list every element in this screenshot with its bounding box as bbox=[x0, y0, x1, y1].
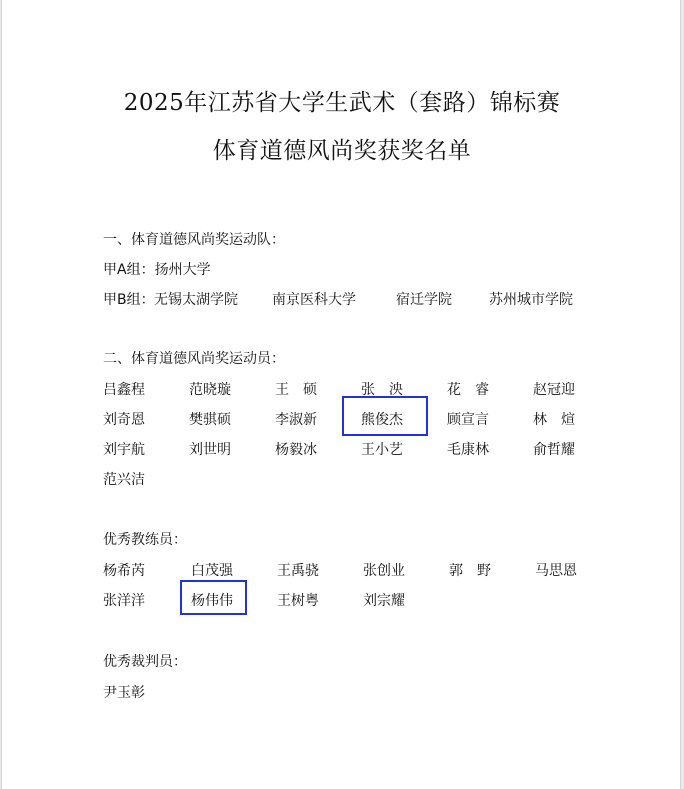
section-teams-heading: 一、体育道德风尚奖运动队： bbox=[103, 232, 285, 248]
coach-name: 刘宗耀 bbox=[363, 593, 405, 609]
group-b-team: 苏州城市学院 bbox=[489, 292, 573, 308]
athlete-name: 顾宣言 bbox=[447, 412, 489, 428]
athlete-name: 李淑新 bbox=[275, 412, 317, 428]
athlete-name: 王 硕 bbox=[275, 382, 317, 398]
document-page bbox=[1, 0, 681, 789]
coach-name-highlighted: 杨伟伟 bbox=[191, 593, 233, 609]
group-a-team: 扬州大学 bbox=[154, 262, 211, 278]
coach-name: 郭 野 bbox=[449, 563, 491, 579]
athlete-name: 俞哲耀 bbox=[533, 442, 575, 458]
athlete-name: 刘世明 bbox=[189, 442, 231, 458]
document-title-line1: 2025年江苏省大学生武术（套路）锦标赛 bbox=[123, 90, 561, 116]
athlete-name: 张 泱 bbox=[361, 382, 403, 398]
athlete-name: 杨毅冰 bbox=[275, 442, 317, 458]
athlete-name: 范兴洁 bbox=[103, 472, 145, 488]
athlete-name: 吕鑫程 bbox=[103, 382, 145, 398]
section-athletes-heading: 二、体育道德风尚奖运动员： bbox=[103, 351, 285, 367]
highlight-box bbox=[342, 396, 428, 436]
group-b-team: 南京医科大学 bbox=[272, 292, 356, 308]
section-coaches-heading: 优秀教练员： bbox=[103, 532, 187, 548]
group-b-team: 无锡太湖学院 bbox=[154, 292, 238, 308]
group-a-label: 甲A组： bbox=[103, 262, 155, 278]
athlete-name: 花 睿 bbox=[447, 382, 489, 398]
highlight-box bbox=[180, 580, 247, 615]
coach-name: 王禹骁 bbox=[277, 563, 319, 579]
athlete-name: 刘奇恩 bbox=[103, 412, 145, 428]
group-b-line bbox=[103, 289, 155, 309]
athlete-name-highlighted: 熊俊杰 bbox=[361, 412, 403, 428]
section-referees-heading: 优秀裁判员： bbox=[103, 654, 187, 670]
coach-name: 杨希芮 bbox=[103, 563, 145, 579]
athlete-name: 范晓璇 bbox=[189, 382, 231, 398]
group-b-team: 宿迁学院 bbox=[396, 292, 452, 308]
coach-name: 王树粤 bbox=[277, 593, 319, 609]
coach-name: 马思恩 bbox=[535, 563, 577, 579]
group-a-line bbox=[103, 259, 211, 279]
athlete-name: 赵冠迎 bbox=[533, 382, 575, 398]
document-title-line2: 体育道德风尚奖获奖名单 bbox=[212, 138, 472, 164]
coach-name: 白茂强 bbox=[191, 563, 233, 579]
athlete-name: 樊骐硕 bbox=[189, 412, 231, 428]
athlete-name: 王小艺 bbox=[361, 442, 403, 458]
athlete-name: 林 煊 bbox=[533, 412, 575, 428]
coach-name: 张洋洋 bbox=[103, 593, 145, 609]
coach-name: 张创业 bbox=[363, 563, 405, 579]
group-b-label: 甲B组： bbox=[103, 292, 155, 308]
referee-name: 尹玉彰 bbox=[103, 685, 145, 701]
athlete-name: 刘宇航 bbox=[103, 442, 145, 458]
athlete-name: 毛康林 bbox=[447, 442, 489, 458]
